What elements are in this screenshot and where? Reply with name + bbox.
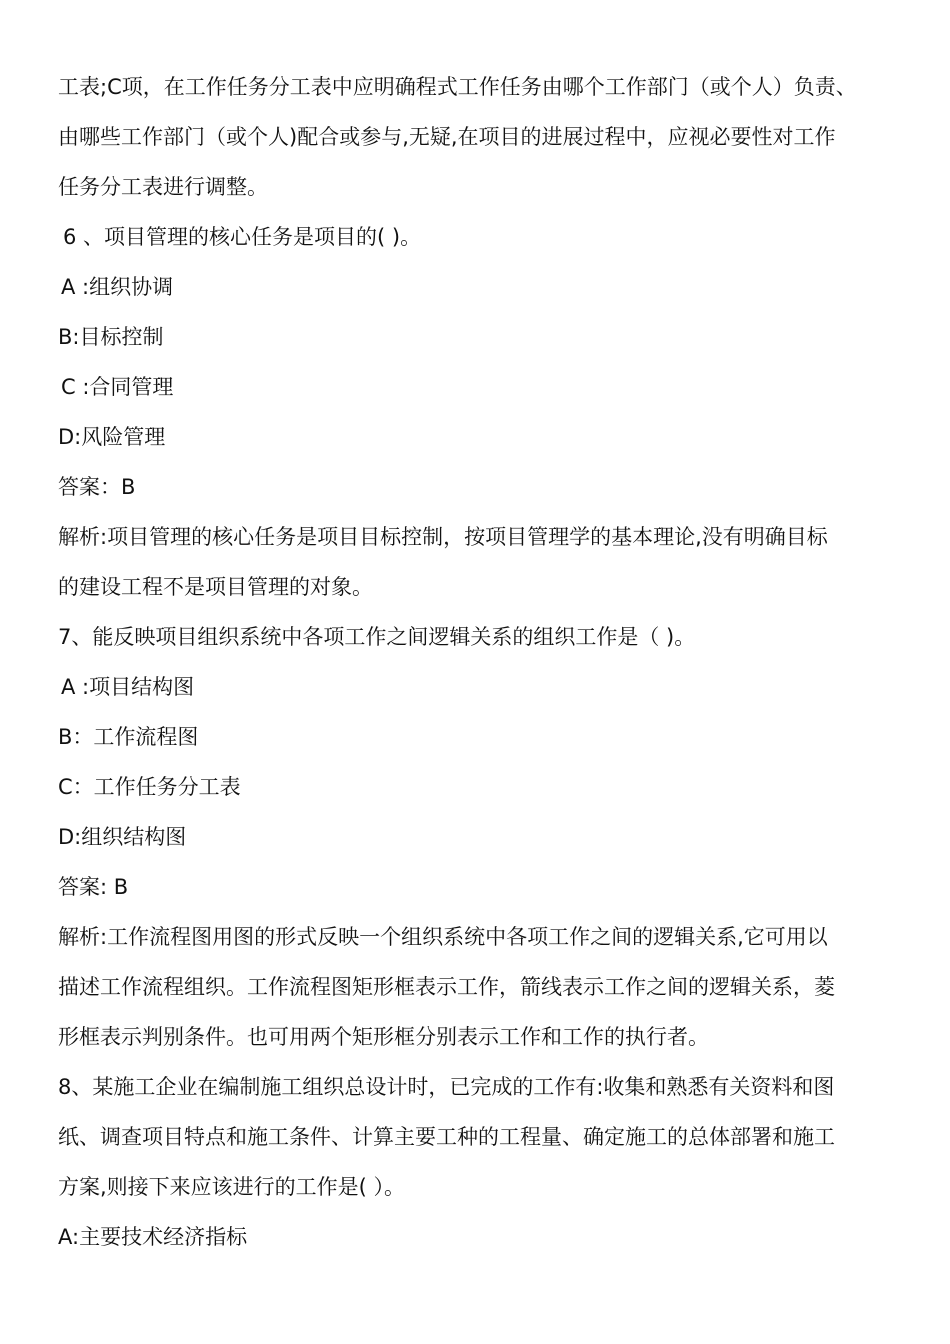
question-6-text: 6 、项目管理的核心任务是项目的( )。 (63, 225, 422, 249)
question-7-analysis-line: 解析:工作流程图用图的形式反映一个组织系统中各项工作之间的逻辑关系,它可用以 (58, 925, 828, 949)
question-7-option-c: C：工作任务分工表 (58, 775, 241, 799)
question-6-analysis-line: 解析:项目管理的核心任务是项目目标控制，按项目管理学的基本理论,没有明确目标 (58, 525, 828, 549)
question-6-option-c: C :合同管理 (61, 375, 174, 399)
question-8-text-line: 8、某施工企业在编制施工组织总设计时，已完成的工作有:收集和熟悉有关资料和图 (58, 1075, 835, 1099)
analysis-continuation-line: 任务分工表进行调整。 (58, 175, 268, 199)
question-7-analysis-line: 形框表示判别条件。也可用两个矩形框分别表示工作和工作的执行者。 (58, 1025, 709, 1049)
question-7-option-a: A :项目结构图 (61, 675, 195, 699)
question-8-text-line: 方案,则接下来应该进行的工作是( ）。 (58, 1175, 406, 1199)
question-7-analysis-line: 描述工作流程组织。工作流程图矩形框表示工作，箭线表示工作之间的逻辑关系，菱 (58, 975, 835, 999)
question-6-answer: 答案：B (58, 475, 136, 499)
question-7-answer: 答案: B (58, 875, 129, 899)
question-6-option-a: A :组织协调 (61, 275, 174, 299)
question-6-analysis-line: 的建设工程不是项目管理的对象。 (58, 575, 373, 599)
analysis-continuation-line: 工表;C项，在工作任务分工表中应明确程式工作任务由哪个工作部门（或个人）负责、 (58, 75, 857, 99)
question-8-option-a: A:主要技术经济指标 (58, 1225, 248, 1249)
question-7-option-b: B：工作流程图 (58, 725, 199, 749)
question-8-text-line: 纸、调查项目特点和施工条件、计算主要工种的工程量、确定施工的总体部署和施工 (58, 1125, 835, 1149)
question-7-option-d: D:组织结构图 (58, 825, 187, 849)
question-7-text: 7、能反映项目组织系统中各项工作之间逻辑关系的组织工作是（ )。 (58, 625, 696, 649)
question-6-option-b: B:目标控制 (58, 325, 164, 349)
document-page (58, 62, 908, 1262)
analysis-continuation-line: 由哪些工作部门（或个人)配合或参与,无疑,在项目的进展过程中，应视必要性对工作 (58, 125, 836, 149)
question-6-option-d: D:风险管理 (58, 425, 166, 449)
